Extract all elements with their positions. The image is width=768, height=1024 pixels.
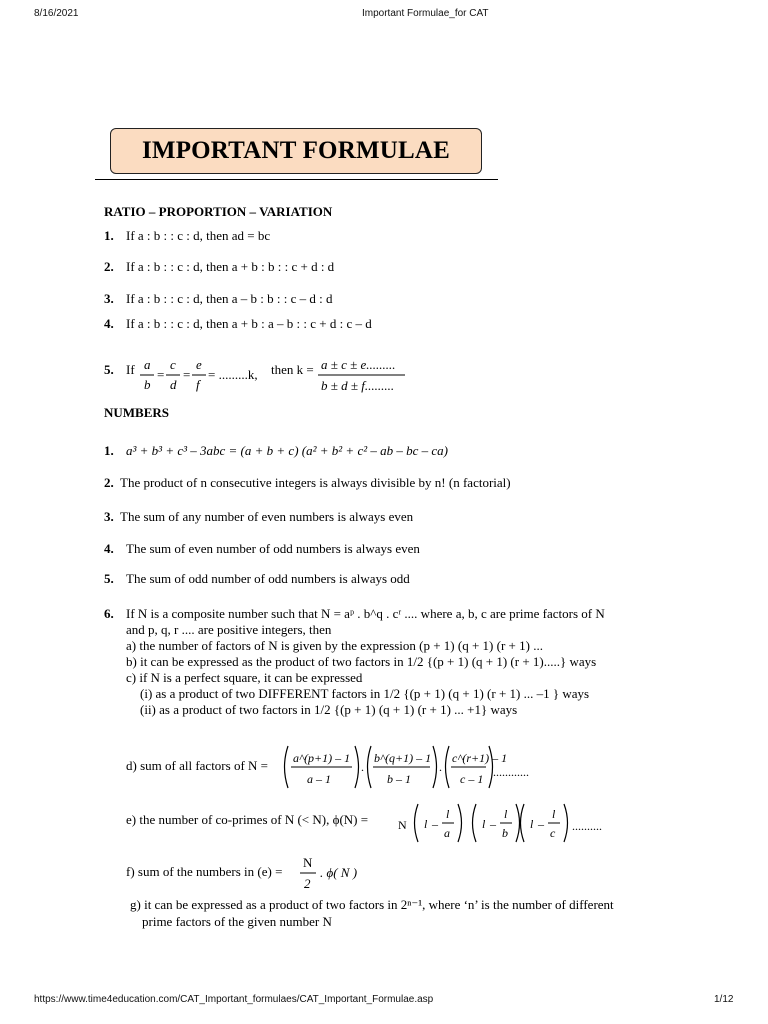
term-1-den: a – 1 (307, 772, 331, 786)
frac-2-den: d (170, 377, 177, 392)
right-paren (433, 746, 437, 788)
left-paren (446, 746, 450, 788)
left-paren (521, 804, 525, 842)
item-text: If a : b : : c : d, then a – b : b : : c – d : d (126, 291, 333, 306)
ratio-item-1 (104, 228, 270, 244)
svg-text:l: l (530, 817, 534, 831)
item-number: 2. (104, 475, 114, 490)
e-tail: .......... (572, 819, 602, 833)
item-6-line-1: If N is a composite number such that N = aᵖ . b^q . cʳ .... where a, b, c are prime factors of N (126, 606, 605, 621)
page-title: IMPORTANT FORMULAE (141, 137, 451, 164)
numbers-item-2 (104, 475, 511, 491)
item-number: 5. (104, 571, 114, 586)
term-2-den: b – 1 (387, 772, 411, 786)
frac-3-den: f (196, 377, 200, 392)
item-number: 5. (104, 362, 114, 377)
e-term-a: a (444, 826, 450, 840)
k-denominator: b ± d ± f......... (321, 378, 395, 393)
numbers-heading: NUMBERS (104, 405, 170, 420)
item-6-f-label: f) sum of the numbers in (e) = (126, 864, 283, 879)
e-term-c: c (550, 826, 556, 840)
svg-text:l: l (504, 807, 508, 821)
item-6-e-label: e) the number of co-primes of N (< N), ϕ(N) = (126, 812, 369, 827)
print-page-number: 1/12 (714, 994, 734, 1005)
svg-text:=: = (157, 367, 165, 382)
item-6-g-line-2: prime factors of the given number N (142, 914, 332, 929)
frac-2-num: c (170, 357, 176, 372)
numbers-item-4 (104, 541, 420, 557)
item-number: 1. (104, 228, 114, 243)
ratio-item-3 (104, 291, 333, 307)
item-6-c: c) if N is a perfect square, it can be expressed (126, 670, 363, 685)
svg-text:=: = (183, 367, 191, 382)
d-tail: ............ (493, 765, 529, 779)
numbers-item-1 (104, 443, 448, 459)
right-paren (355, 746, 359, 788)
title-underline (95, 179, 498, 180)
print-url: https://www.time4education.com/CAT_Important_formulaes/CAT_Important_Formulae.asp (34, 994, 434, 1005)
ratio-item-5-formula (140, 354, 420, 396)
frac-tail: = .........k, (208, 367, 258, 382)
ratio-item-2 (104, 259, 334, 275)
item-number: 6. (104, 606, 114, 621)
svg-text:l: l (446, 807, 450, 821)
left-paren (415, 804, 419, 842)
ratio-item-4 (104, 316, 372, 332)
item-number: 1. (104, 443, 114, 458)
numbers-item-6 (104, 606, 605, 622)
left-paren (368, 746, 372, 788)
item-text: The sum of even number of odd numbers is always even (126, 541, 420, 556)
item-text: The product of n consecutive integers is always divisible by n! (n factorial) (120, 475, 511, 490)
term-3-den: c – 1 (460, 772, 484, 786)
f-tail: . ϕ( N ) (320, 865, 358, 880)
left-paren (473, 804, 477, 842)
numbers-item-5 (104, 571, 410, 587)
item-6-b: b) it can be expressed as the product of two factors in 1/2 {(p + 1) (q + 1) (r + 1).....} ways (126, 654, 597, 669)
svg-text:–: – (538, 817, 544, 831)
item-number: 4. (104, 541, 114, 556)
right-paren (564, 804, 568, 842)
item-6-d-label: d) sum of all factors of N = (126, 758, 268, 773)
e-n: N (398, 818, 407, 832)
item-text: If a : b : : c : d, then a + b : a – b : : c + d : c – d (126, 316, 372, 331)
frac-1-num: a (144, 357, 151, 372)
ratio-item-5 (104, 362, 126, 378)
item-6-c-ii: (ii) as a product of two factors in 1/2 {(p + 1) (q + 1) (r + 1) ... +1} ways (140, 702, 518, 717)
ratio-item-5-prefix: If (126, 362, 135, 377)
svg-text:l: l (424, 817, 428, 831)
f-formula (300, 854, 420, 894)
item-number: 3. (104, 509, 114, 524)
numbers-item-3 (104, 509, 413, 525)
print-title: Important Formulae_for CAT (362, 8, 489, 19)
item-6-a: a) the number of factors of N is given by the expression (p + 1) (q + 1) (r + 1) ... (126, 638, 543, 653)
co-primes-formula (396, 800, 626, 846)
f-num: N (303, 855, 313, 870)
svg-text:l: l (482, 817, 486, 831)
item-6-c-i: (i) as a product of two DIFFERENT factors in 1/2 {(p + 1) (q + 1) (r + 1) ... –1 } ways (140, 686, 590, 701)
item-number: 4. (104, 316, 114, 331)
item-text: a³ + b³ + c³ – 3abc = (a + b + c) (a² + b² + c² – ab – bc – ca) (126, 443, 448, 458)
term-3-num: c^(r+1) – 1 (452, 751, 508, 765)
item-6-g-line-1: g) it can be expressed as a product of two factors in 2ⁿ⁻¹, where ‘n’ is the number of different (130, 897, 614, 912)
svg-text:–: – (432, 817, 438, 831)
frac-3-num: e (196, 357, 202, 372)
frac-1-den: b (144, 377, 151, 392)
ratio-heading: RATIO – PROPORTION – VARIATION (104, 204, 333, 219)
print-date: 8/16/2021 (34, 8, 79, 19)
e-term-b: b (502, 826, 508, 840)
item-number: 3. (104, 291, 114, 306)
item-text: The sum of odd number of odd numbers is always odd (126, 571, 410, 586)
right-paren (458, 804, 462, 842)
left-paren (285, 746, 289, 788)
item-text: If a : b : : c : d, then ad = bc (126, 228, 271, 243)
svg-text:.: . (361, 760, 364, 774)
term-1-num: a^(p+1) – 1 (293, 751, 351, 765)
title-banner (110, 128, 482, 174)
svg-text:.: . (439, 760, 442, 774)
f-den: 2 (304, 876, 311, 891)
sum-of-factors-formula (280, 742, 550, 792)
k-numerator: a ± c ± e......... (321, 357, 396, 372)
term-2-num: b^(q+1) – 1 (374, 751, 432, 765)
item-6-line-2: and p, q, r .... are positive integers, then (126, 622, 332, 637)
svg-text:–: – (490, 817, 496, 831)
right-paren (516, 804, 520, 842)
then-k: then k = (271, 362, 314, 377)
svg-text:l: l (552, 807, 556, 821)
item-text: The sum of any number of even numbers is always even (120, 509, 414, 524)
item-text: If a : b : : c : d, then a + b : b : : c + d : d (126, 259, 335, 274)
item-number: 2. (104, 259, 114, 274)
